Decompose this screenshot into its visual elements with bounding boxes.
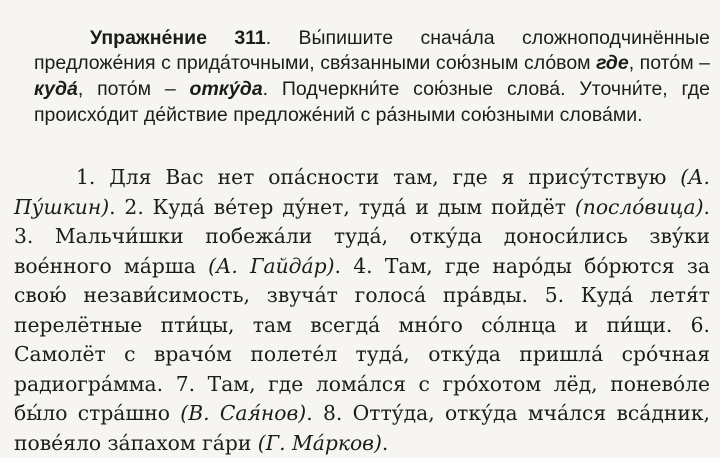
exercise-title: Упражне́ние 311 <box>90 26 266 49</box>
task-text-2: , пото́м – <box>628 52 710 75</box>
task-text-4: . Подчеркни́те сою́зные слова́. Уточни́те, где происхо́дит де́йствие предложе́ний с ра́зными сою́зными слова́ми. <box>34 78 710 126</box>
exercise-sentences <box>14 163 710 458</box>
sentence-text: 1. Для Вас нет опа́сности там, где я прису́тствую <box>76 165 681 190</box>
sentence-text: . <box>381 430 389 455</box>
sentence-text: . 8. Отту́да, отку́да мча́лся вса́дник, пове́яло за́пахом га́ри <box>14 401 710 455</box>
sentence-text: . 4. Там, где наро́ды бо́рются за свою́ незави́симость, звуча́т голоса́ пра́вды. 5. Куда́ летя́т перелётные пти́цы, там всегда́ мно́го со́лнца и пи́щи. 6. Самолёт с врачо́м полете́л туда́, отку́да пришла́ сро́чная радиогра́мма. 7. Там, где лома́лся с гро́хотом лёд, понево́ле бы́ло стра́шно <box>14 253 710 426</box>
task-text-1: . Вы́пишите снача́ла сложноподчинённые предложе́ния с прида́точными, свя́занными сою́зным сло́вом <box>34 26 710 75</box>
sentence-source: (В. Сая́нов) <box>180 401 307 426</box>
sentence-source: (Г. Ма́рков) <box>257 430 382 455</box>
sentence-source: (А. Пу́шкин) <box>14 165 710 219</box>
conjunctive-word-otkuda: отку́да <box>189 78 263 101</box>
sentence-text: . 3. Мальчи́шки побежа́ли туда́, отку́да доноси́лись зву́ки вое́нного ма́рша <box>14 194 710 278</box>
task-text-3: , пото́м – <box>77 78 190 101</box>
sentence-source: (посло́вица) <box>574 194 704 219</box>
conjunctive-word-kuda: куда́ <box>34 78 78 101</box>
exercise-task <box>34 26 710 129</box>
sentence-text: . 2. Куда́ ве́тер ду́нет, туда́ и дым пойдёт <box>109 194 575 219</box>
sentence-source: (А. Гайда́р) <box>208 253 335 278</box>
conjunctive-word-gde: где <box>596 52 629 75</box>
